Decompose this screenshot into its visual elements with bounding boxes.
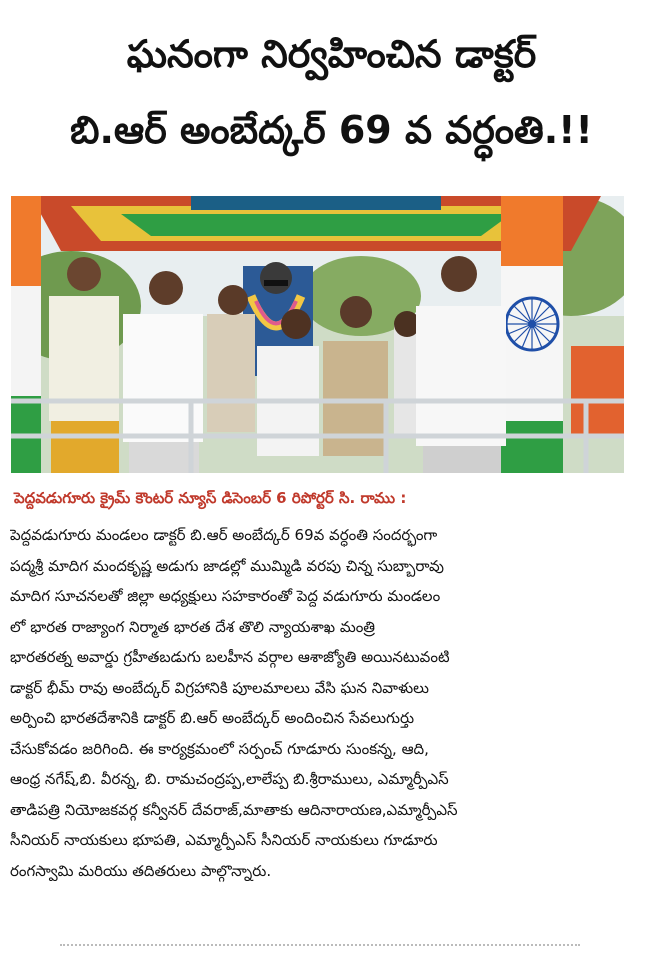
news-photo <box>11 196 624 473</box>
body-line: లో భారత రాజ్యాంగ నిర్మాత భారత దేశ తొలి న్యాయశాఖ మంత్రి <box>10 617 376 636</box>
body-line: ఆంధ్ర నగేష్,బి. వీరన్న, బి. రామచంద్రప్ప,లాలేప్ప బి.శ్రీరాములు, ఎమ్మార్పీఎస్ <box>10 770 449 788</box>
headline-line-1: ఘనంగా నిర్వహించిన డాక్టర్ <box>126 32 537 76</box>
body-line: అర్పించి భారతదేశానికి డాక్టర్ బి.ఆర్ అంబేద్కర్ అందించిన సేవలుగుర్తు <box>10 709 415 727</box>
cut-off-next-line <box>60 944 580 958</box>
body-line: పెద్దవడుగూరు మండలం డాక్టర్ బి.ఆర్ అంబేద్కర్ 69వ వర్ధంతి సందర్భంగా <box>10 526 438 544</box>
article-byline: పెద్దవడుగూరు క్రైమ్ కౌంటర్ న్యూస్ డిసెంబర్ 6 రిపోర్టర్ సి. రాము : <box>14 489 407 507</box>
body-line: చేసుకోవడం జరిగింది. ఈ కార్యక్రమంలో సర్పంచ్ గూడూరు సుంకన్న, ఆది, <box>10 739 429 758</box>
body-line: భారతరత్న అవార్డు గ్రహీతబడుగు బలహీన వర్గాల ఆశాజ్యోతి అయినటువంటి <box>10 648 450 666</box>
body-line: పద్మశ్రీ మాదిగ మందకృష్ణ అడుగు జాడల్లో ముమ్మిడి వరపు చిన్న సుబ్బారావు <box>10 556 444 575</box>
cut-off-previous-line <box>40 0 640 9</box>
photo-illustration <box>11 196 624 473</box>
body-line: సీనియర్ నాయకులు భూపతి, ఎమ్మార్పీఎస్ సీనియర్ నాయకులు గూడూరు <box>10 831 438 849</box>
body-line: తాడిపత్రి నియోజకవర్గ కన్వీనర్ దేవరాజ్,మాతాకు ఆదినారాయణ,ఎమ్మార్పీఎస్ <box>10 800 458 819</box>
article-body <box>10 520 655 886</box>
body-line: మాదిగ సూచనలతో జిల్లా అధ్యక్షులు సహకారంతో పెద్ద వడుగూరు మండలం <box>10 587 441 605</box>
body-line: రంగస్వామి మరియు తదితరులు పాల్గొన్నారు. <box>10 861 272 880</box>
body-line: డాక్టర్ భీమ్ రావు అంబేద్కర్ విగ్రహానికి పూలమాలలు వేసి ఘన నివాళులు <box>10 678 429 697</box>
headline-line-2: బి.ఆర్ అంబేద్కర్ 69 వ వర్ధంతి.!! <box>70 108 593 152</box>
